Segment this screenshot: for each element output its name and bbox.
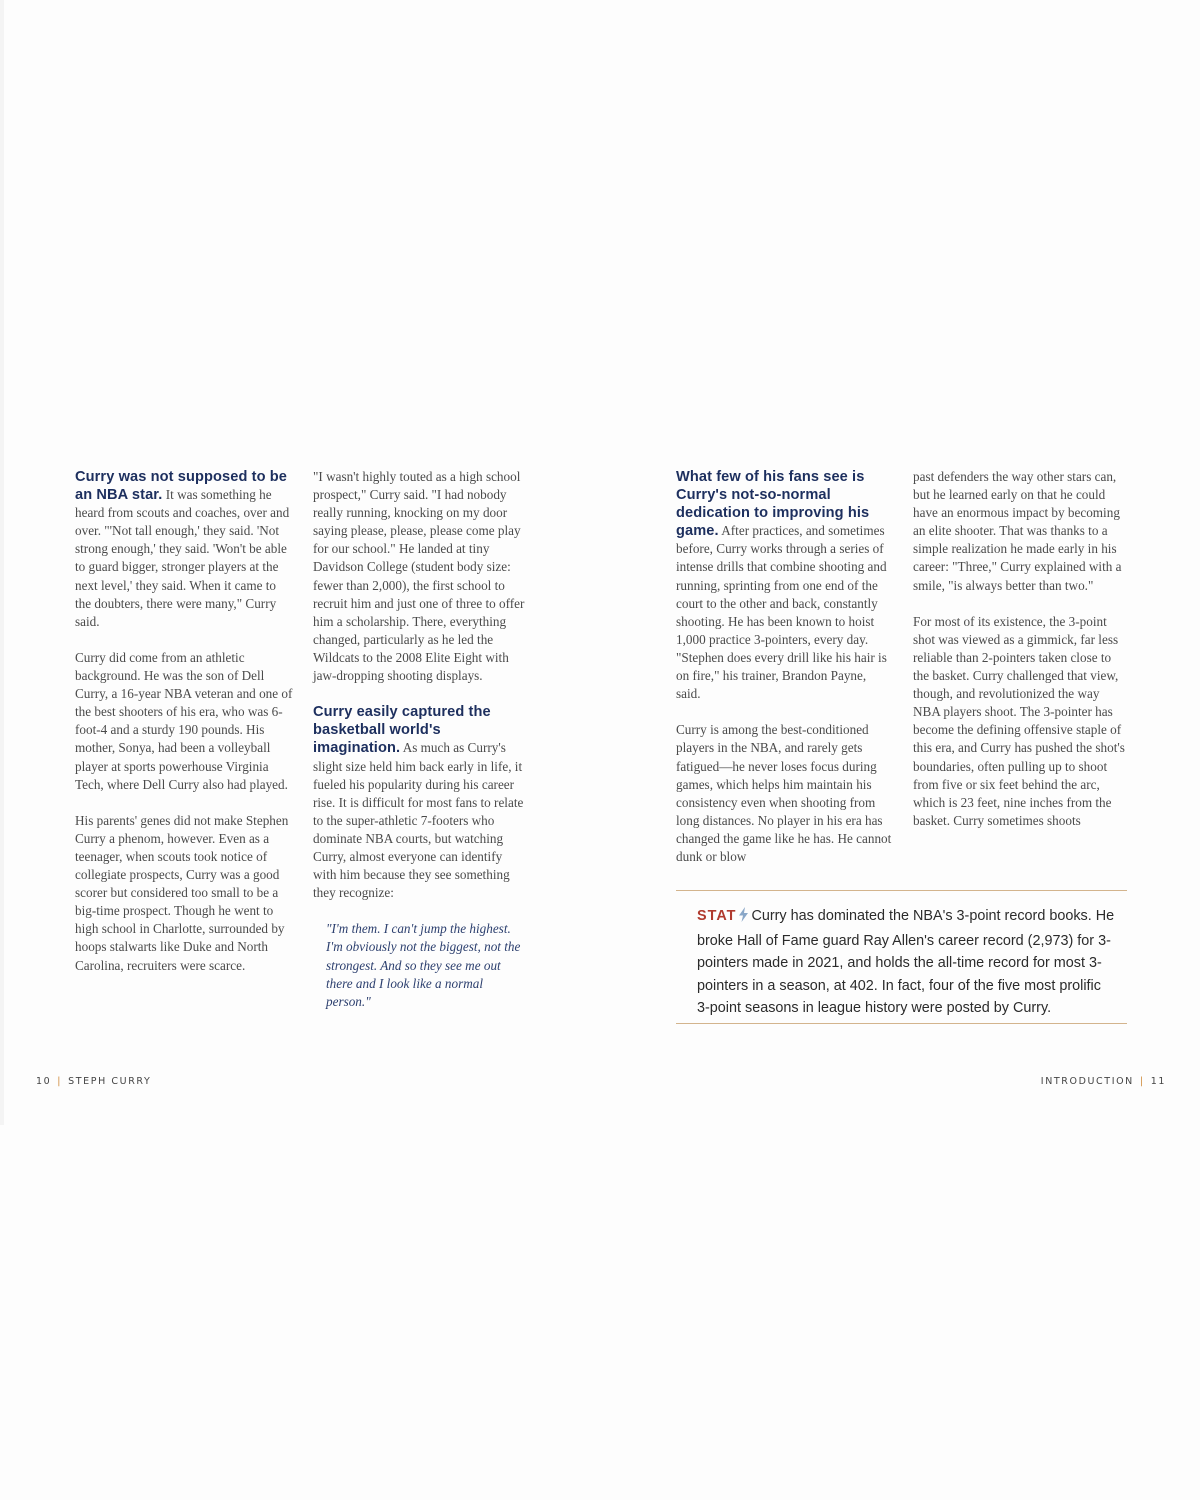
paragraph: For most of its existence, the 3-point shot was viewed as a gimmick, far less reliable than 2-pointers taken close to the basket. Curry challenged that view, though, and revolutionized the way NBA players shoot. The 3-pointer has become the defining offensive staple of this era, and Curry has pushed the shot's boundaries, often pulling up to shoot from five or six feet behind the arc, which is 23 feet, nine inches from the basket. Curry sometimes shoots [913,613,1125,828]
paragraph: His parents' genes did not make Stephen Curry a phenom, however. Even as a teenager, when scouts took notice of collegiate prospects, Curry was a good scorer but considered too small to be a big-time prospect. Though he went to high school in Charlotte, surrounded by hoops stalwarts like Duke and North Carolina, recruiters were scarce. [75,812,289,973]
page-number: 11 [1150,1076,1166,1087]
lead-in-heading: Curry easily captured the basketball world's imagination. [313,704,491,757]
footer-separator: | [1139,1076,1145,1087]
right-page-footer [1041,1076,1166,1087]
stat-callout-text [697,905,1117,1020]
lead-in-heading: What few of his fans see is Curry's not-so-normal dedication to improving his game. [676,469,870,540]
left-page-column-2 [313,468,528,1011]
paragraph: Curry did come from an athletic background. He was the son of Dell Curry, a 16-year NBA veteran and one of the best shooters of his era, who was 6-foot-4 and a sturdy 190 pounds. His mother, Sonya, had been a volleyball player at sports powerhouse Virginia Tech, where Dell Curry also had played. [75,649,293,792]
stat-body: Curry has dominated the NBA's 3-point record books. He broke Hall of Fame guard Ray Allen's career record (2,973) for 3-pointers made in 2021, and holds the all-time record for most 3-pointers in a season, at 402. In fact, four of the five most prolific 3-point seasons in league history were posted by Curry. [697,908,1115,1016]
paragraph-text: After practices, and sometimes before, Curry works through a series of intense drills that combine shooting and running, sprinting from one end of the court to the other and back, constantly shooting. He has been known to hoist 1,000 practice 3-pointers, every day. "Stephen does every drill like his hair is on fire," his trainer, Brandon Payne, said. [676,523,887,702]
left-page-footer [36,1076,151,1087]
paragraph: "I wasn't highly touted as a high school prospect," Curry said. "I had nobody really running, knocking on my door saying please, please, please come play for our school." He landed at tiny Davidson College (student body size: fewer than 2,000), the first school to recruit him and just one of three to offer him a scholarship. There, everything changed, particularly as he led the Wildcats to the 2008 Elite Eight with jaw-dropping shooting displays. [313,469,525,684]
running-title: STEPH CURRY [68,1076,152,1087]
lightning-bolt-icon [739,907,748,930]
right-page-column-1 [676,468,892,866]
stat-callout-box [676,890,1127,1024]
page-number: 10 [36,1076,52,1087]
running-title: INTRODUCTION [1040,1076,1134,1087]
pull-quote: "I'm them. I can't jump the highest. I'm obviously not the biggest, not the strongest. And so they see me out there and I look like a normal person." [326,921,521,1009]
page-edge [0,0,4,1125]
stat-label: STAT [697,908,737,924]
paragraph: Curry is among the best-conditioned players in the NBA, and rarely gets fatigued—he never loses focus during games, which helps him maintain his consistency even when shooting from long distances. No player in his era has changed the game like he has. He cannot dunk or blow [676,722,892,864]
paragraph-text: It was something he heard from scouts and coaches, over and over. "'Not tall enough,' they said. 'Not strong enough,' they said. 'Won't be able to guard bigger, stronger players at the next level,' they said. When it came to the doubters, there were many," Curry said. [75,487,290,629]
paragraph [75,468,293,631]
paragraph: past defenders the way other stars can, but he learned early on that he could have an enormous impact by becoming an elite shooter. That was thanks to a simple realization he made early in his career: "Three," Curry explained with a smile, "is always better than two." [913,469,1122,593]
paragraph-text: As much as Curry's slight size held him back early in life, it fueled his popularity during his career rise. It is difficult for most fans to relate to the super-athletic 7-footers who dominate NBA courts, but watching Curry, almost everyone can identify with him because they see something they recognize: [313,740,524,901]
left-page-column-1 [75,468,293,975]
right-page-column-2 [913,468,1129,830]
footer-separator: | [57,1076,63,1087]
lead-in-heading: Curry was not supposed to be an NBA star. [75,469,288,504]
paragraph [313,703,528,902]
paragraph [676,468,892,703]
